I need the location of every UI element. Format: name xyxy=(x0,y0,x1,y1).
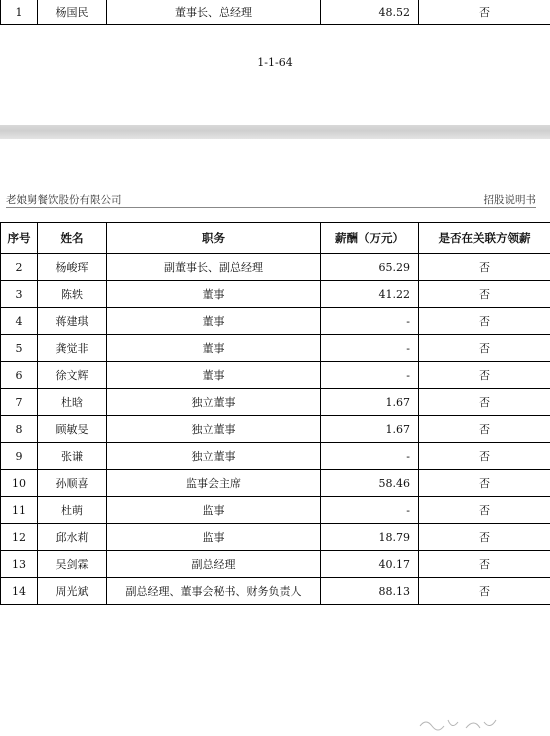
cell-pay: - xyxy=(321,335,419,362)
cell-position: 副董事长、副总经理 xyxy=(107,254,321,281)
cell-related: 否 xyxy=(419,254,550,281)
cell-position: 监事 xyxy=(107,497,321,524)
cell-position: 董事 xyxy=(107,362,321,389)
cell-index: 8 xyxy=(1,416,38,443)
cell-related: 否 xyxy=(419,0,550,25)
company-name: 老娘舅餐饮股份有限公司 xyxy=(6,192,122,207)
table-row xyxy=(1,362,550,389)
cell-position: 独立董事 xyxy=(107,443,321,470)
table-row xyxy=(1,551,550,578)
cell-pay: 58.46 xyxy=(321,470,419,497)
table-row xyxy=(1,443,550,470)
cell-index: 5 xyxy=(1,335,38,362)
cell-name: 周光斌 xyxy=(38,578,107,605)
cell-index: 6 xyxy=(1,362,38,389)
cell-pay: - xyxy=(321,497,419,524)
cell-pay: 41.22 xyxy=(321,281,419,308)
cell-name: 孙顺喜 xyxy=(38,470,107,497)
cell-related: 否 xyxy=(419,308,550,335)
table-row xyxy=(1,497,550,524)
cell-position: 董事 xyxy=(107,335,321,362)
cell-name: 杨国民 xyxy=(38,0,107,25)
cell-name: 杜萌 xyxy=(38,497,107,524)
cell-pay: 40.17 xyxy=(321,551,419,578)
cell-position: 董事 xyxy=(107,308,321,335)
header-divider xyxy=(6,207,536,208)
cell-related: 否 xyxy=(419,281,550,308)
cell-related: 否 xyxy=(419,362,550,389)
table-row xyxy=(1,0,550,25)
cell-name: 陈轶 xyxy=(38,281,107,308)
cell-related: 否 xyxy=(419,389,550,416)
document-header xyxy=(6,192,536,206)
cell-name: 杜晗 xyxy=(38,389,107,416)
cell-name: 顾敏旻 xyxy=(38,416,107,443)
table-row xyxy=(1,416,550,443)
cell-pay: - xyxy=(321,362,419,389)
cell-index: 11 xyxy=(1,497,38,524)
current-page xyxy=(0,139,550,604)
cell-index: 2 xyxy=(1,254,38,281)
cell-name: 蒋建琪 xyxy=(38,308,107,335)
salary-table-continued xyxy=(0,0,550,25)
cell-index: 14 xyxy=(1,578,38,605)
salary-table xyxy=(0,222,550,605)
cell-position: 副总经理 xyxy=(107,551,321,578)
table-row xyxy=(1,524,550,551)
cell-related: 否 xyxy=(419,578,550,605)
cell-pay: 48.52 xyxy=(321,0,419,25)
table-header-row xyxy=(1,223,550,254)
cell-name: 张谦 xyxy=(38,443,107,470)
table-row xyxy=(1,254,550,281)
table-row xyxy=(1,281,550,308)
cell-position: 副总经理、董事会秘书、财务负责人 xyxy=(107,578,321,605)
cell-pay: - xyxy=(321,308,419,335)
cell-index: 3 xyxy=(1,281,38,308)
cell-pay: 1.67 xyxy=(321,416,419,443)
table-row xyxy=(1,308,550,335)
cell-position: 董事长、总经理 xyxy=(107,0,321,25)
cell-index: 4 xyxy=(1,308,38,335)
header-position: 职务 xyxy=(107,223,321,254)
header-related: 是否在关联方领薪 xyxy=(419,223,550,254)
page-gap xyxy=(0,125,550,139)
table-row xyxy=(1,389,550,416)
cell-related: 否 xyxy=(419,416,550,443)
header-name: 姓名 xyxy=(38,223,107,254)
cell-position: 董事 xyxy=(107,281,321,308)
cell-pay: 1.67 xyxy=(321,389,419,416)
cell-related: 否 xyxy=(419,470,550,497)
cell-related: 否 xyxy=(419,443,550,470)
header-index: 序号 xyxy=(1,223,38,254)
cell-related: 否 xyxy=(419,335,550,362)
cell-name: 龚觉非 xyxy=(38,335,107,362)
cell-pay: 18.79 xyxy=(321,524,419,551)
header-pay: 薪酬（万元） xyxy=(321,223,419,254)
cell-pay: 88.13 xyxy=(321,578,419,605)
cell-pay: 65.29 xyxy=(321,254,419,281)
cell-related: 否 xyxy=(419,524,550,551)
cell-index: 9 xyxy=(1,443,38,470)
cell-name: 吴剑霖 xyxy=(38,551,107,578)
cell-position: 独立董事 xyxy=(107,416,321,443)
cell-name: 邱水莉 xyxy=(38,524,107,551)
cell-position: 监事会主席 xyxy=(107,470,321,497)
scan-artifact xyxy=(418,714,508,736)
cell-index: 13 xyxy=(1,551,38,578)
page-number: 1-1-64 xyxy=(0,56,550,69)
cell-index: 10 xyxy=(1,470,38,497)
cell-position: 独立董事 xyxy=(107,389,321,416)
cell-index: 12 xyxy=(1,524,38,551)
cell-position: 监事 xyxy=(107,524,321,551)
table-row xyxy=(1,335,550,362)
document-title: 招股说明书 xyxy=(484,192,537,207)
cell-index: 1 xyxy=(1,0,38,25)
cell-name: 杨峻珲 xyxy=(38,254,107,281)
table-row xyxy=(1,578,550,605)
cell-index: 7 xyxy=(1,389,38,416)
cell-name: 徐文辉 xyxy=(38,362,107,389)
table-row xyxy=(1,470,550,497)
cell-pay: - xyxy=(321,443,419,470)
cell-related: 否 xyxy=(419,497,550,524)
cell-related: 否 xyxy=(419,551,550,578)
previous-page xyxy=(0,0,550,125)
